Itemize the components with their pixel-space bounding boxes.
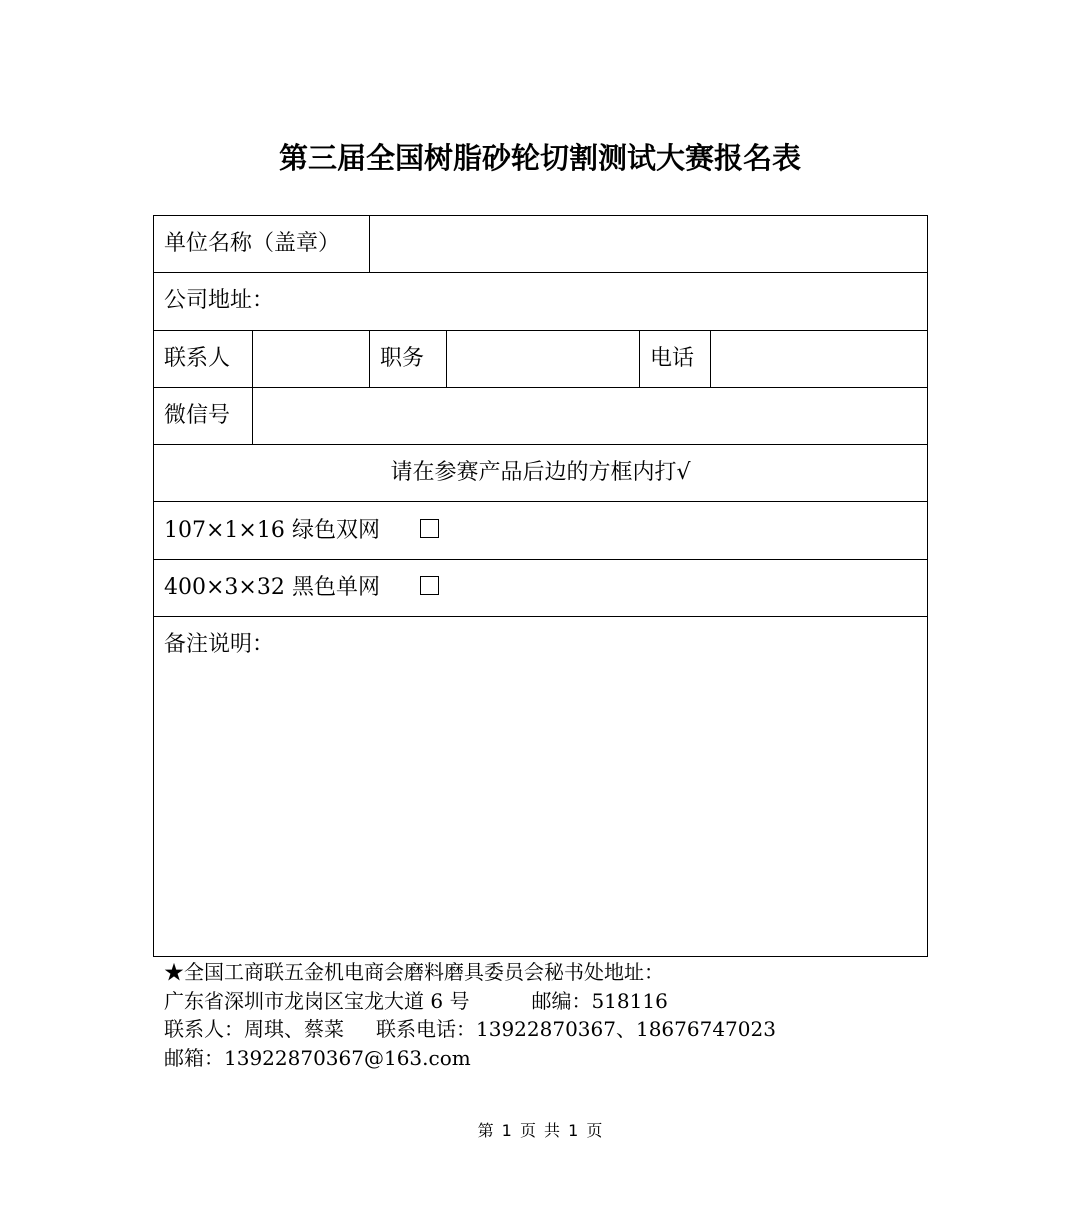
registration-form-table [153,215,928,957]
contact-label: 联系人 [154,330,253,387]
footer-line-2 [164,987,776,1016]
product-name: 绿色双网 [292,517,381,543]
footer-phones: 联系电话：13922870367、18676747023 [376,1017,776,1041]
footer-line-3 [164,1015,776,1044]
contact-row [154,330,928,387]
wechat-field[interactable] [253,387,928,444]
phone-field[interactable] [711,330,928,387]
product-row-2 [154,559,928,616]
footer-info [164,958,776,1072]
instruction-text: 请在参赛产品后边的方框内打√ [154,445,928,502]
footer-postcode: 邮编：518116 [531,988,668,1013]
footer-contacts: 联系人：周琪、蔡菜 [164,1017,344,1041]
product-cell-1 [154,502,928,559]
company-label: 单位名称（盖章） [154,216,370,273]
form-title: 第三届全国树脂砂轮切割测试大赛报名表 [278,141,801,175]
address-field[interactable] [154,273,928,330]
product-code: 400×3×32 [164,574,285,600]
wechat-label: 微信号 [154,387,253,444]
address-label: 公司地址： [164,288,275,314]
notes-row [154,617,928,957]
product-checkbox-2[interactable] [420,576,439,595]
product-cell-2 [154,559,928,616]
contact-field[interactable] [253,330,370,387]
page-number: 第 1 页 共 1 页 [477,1121,603,1140]
company-row [154,216,928,273]
notes-field[interactable] [154,617,928,957]
company-field[interactable] [370,216,928,273]
product-row-1 [154,502,928,559]
position-label: 职务 [370,330,447,387]
notes-label: 备注说明： [164,632,275,658]
phone-label: 电话 [640,330,711,387]
footer-line-1: ★全国工商联五金机电商会磨料磨具委员会秘书处地址： [164,960,664,984]
product-name: 黑色单网 [292,574,381,600]
wechat-row [154,387,928,444]
position-field[interactable] [447,330,640,387]
address-row [154,273,928,330]
product-checkbox-1[interactable] [420,519,439,538]
product-code: 107×1×16 [164,517,285,543]
instruction-row [154,445,928,502]
footer-address: 广东省深圳市龙岗区宝龙大道 6 号 [164,988,470,1013]
footer-email: 邮箱：13922870367@163.com [164,1045,471,1070]
